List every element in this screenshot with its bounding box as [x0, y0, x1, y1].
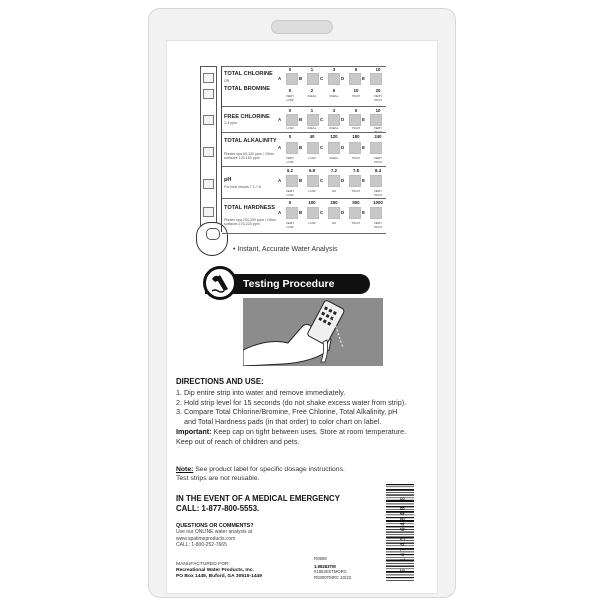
pad-letter: D	[341, 145, 345, 150]
questions-line: Use our ONLINE water analysis at	[176, 529, 253, 536]
range-tag: OK	[331, 221, 337, 225]
color-pad	[370, 114, 382, 126]
direction-step: 1. Dip entire strip into water and remove immediately.	[176, 387, 346, 397]
questions-phone: CALL: 1-800-252-7665	[176, 542, 227, 549]
chart-row-free-chlorine	[222, 106, 386, 133]
pad-letter: E	[362, 178, 365, 183]
pad-letter: B	[299, 178, 303, 183]
emergency-line: IN THE EVENT OF A MEDICAL EMERGENCY	[176, 494, 340, 503]
pad-letter: A	[278, 117, 282, 122]
note-line-2: Test strips are not reusable.	[176, 475, 260, 482]
value-label: 3	[332, 67, 336, 72]
range-tag: VERY LOW	[285, 94, 295, 102]
color-pads	[278, 114, 386, 126]
row-values	[282, 67, 386, 72]
color-pad	[328, 207, 340, 219]
code-line: R0300TMRC 10/22	[314, 574, 352, 580]
value-label: 10	[375, 108, 381, 113]
pad-letter: B	[299, 210, 303, 215]
questions-heading: QUESTIONS OR COMMENTS?	[176, 523, 254, 529]
thumbnail-illustration	[206, 228, 220, 240]
row-subtitle: Plaster spa 200-250 ppm / Other surfaces 175-225 ppm	[224, 218, 277, 226]
tagline: • Instant, Accurate Water Analysis	[233, 246, 338, 253]
color-pad	[370, 142, 382, 154]
note-line	[176, 465, 434, 474]
value-label: 10	[353, 88, 359, 93]
row-tags	[282, 94, 386, 102]
value-label: 20	[375, 88, 381, 93]
emergency-section	[176, 494, 340, 514]
important-text: Keep cap on tight between uses. Store at room temperature.	[211, 426, 407, 436]
row-title: TOTAL ALKALINITY	[224, 138, 277, 144]
strip-pad	[203, 147, 214, 157]
color-pad	[328, 73, 340, 85]
procedure-title: Testing Procedure	[243, 278, 335, 290]
test-strip	[200, 66, 217, 232]
pad-letter: A	[278, 210, 282, 215]
pad-letter: E	[362, 76, 365, 81]
range-tag: VERY LOW	[285, 221, 295, 229]
chart-row-total-alkalinity	[222, 132, 386, 167]
color-pad	[286, 207, 298, 219]
chart-row-chlorine-bromine	[222, 66, 386, 107]
color-pad	[370, 175, 382, 187]
pad-letter: E	[362, 145, 365, 150]
color-pad	[307, 207, 319, 219]
row-title: TOTAL HARDNESS	[224, 205, 275, 211]
procedure-illustration	[243, 298, 383, 366]
color-pad	[349, 207, 361, 219]
pad-letter: C	[320, 145, 324, 150]
color-pad	[328, 175, 340, 187]
range-tag: LOW	[308, 156, 316, 160]
note-label: Note:	[176, 466, 194, 473]
value-label: 0	[288, 67, 292, 72]
color-pad	[286, 73, 298, 85]
range-tag: OK	[331, 189, 337, 193]
range-tag: VERY HIGH	[373, 221, 383, 229]
color-pad	[370, 207, 382, 219]
color-pads	[278, 142, 386, 154]
color-pad	[328, 142, 340, 154]
water-drop-icon	[203, 266, 237, 300]
directions-section	[176, 377, 434, 447]
pad-letter: C	[320, 178, 324, 183]
code-line: 1.98283TM	[314, 563, 336, 569]
manufacturer-label: MANUFACTURED FOR:	[176, 562, 230, 567]
pad-letter: B	[299, 117, 303, 122]
important-label: Important:	[176, 426, 212, 436]
color-pad	[286, 114, 298, 126]
important-line-2: Keep out of reach of children and pets.	[176, 436, 300, 446]
color-pad	[307, 114, 319, 126]
row-values	[282, 168, 386, 173]
row-or-label: OR	[224, 79, 230, 83]
color-pad	[349, 114, 361, 126]
barcode-number: 0 14746 64848 8	[399, 495, 407, 572]
code-line: #18630STMORC	[314, 569, 347, 575]
note-section	[176, 465, 434, 483]
range-tag: HIGH	[352, 221, 360, 225]
row-title: FREE CHLORINE	[224, 114, 270, 120]
value-label: 500	[352, 200, 360, 205]
row-title: pH	[224, 177, 232, 183]
pad-letter: C	[320, 117, 324, 122]
hang-hole	[271, 20, 333, 34]
color-pad	[307, 142, 319, 154]
value-label: 5	[354, 67, 358, 72]
range-tag: LOW	[308, 189, 316, 193]
range-tag: HIGH	[352, 156, 360, 160]
range-tag: VERY LOW	[285, 189, 295, 197]
color-pads	[278, 175, 386, 187]
row-values-2	[282, 88, 386, 93]
value-label: 1	[310, 67, 314, 72]
questions-section	[176, 523, 254, 549]
important-line	[176, 427, 434, 437]
value-label: 7.8	[353, 168, 359, 173]
color-pad	[370, 73, 382, 85]
value-label: 240	[374, 134, 382, 139]
pad-letter: A	[278, 76, 282, 81]
range-tag: VERY HIGH	[373, 156, 383, 164]
strip-pad	[203, 89, 214, 99]
strip-pad	[203, 179, 214, 189]
value-label: 7.2	[331, 168, 337, 173]
row-tags	[282, 189, 386, 197]
pad-letter: D	[341, 210, 345, 215]
row-tags	[282, 221, 386, 229]
chart-row-total-hardness	[222, 198, 386, 234]
color-pad	[286, 142, 298, 154]
direction-step: 2. Hold strip level for 15 seconds (do not shake excess water from strip).	[176, 397, 407, 407]
strip-pad	[203, 115, 214, 125]
row-title-2: TOTAL BROMINE	[224, 86, 270, 92]
range-tag: VERY HIGH	[373, 189, 383, 197]
row-tags	[282, 156, 386, 164]
chart-row-ph	[222, 166, 386, 199]
pad-letter: A	[278, 145, 282, 150]
color-pad	[307, 73, 319, 85]
row-subtitle: Plaster spa 80-120 ppm / Other surfaces 125-150 ppm	[224, 152, 275, 160]
value-label: 40	[309, 134, 315, 139]
value-label: 6	[332, 88, 336, 93]
row-values	[282, 108, 386, 113]
value-label: 250	[330, 200, 338, 205]
manufacturer-name: Recreational Water Products, Inc.	[176, 568, 254, 574]
color-pad	[328, 114, 340, 126]
range-tag: HIGH	[352, 189, 360, 193]
pad-letter: E	[362, 210, 365, 215]
range-tag: IDEAL	[329, 126, 339, 130]
value-label: 0	[288, 134, 292, 139]
pad-letter: D	[341, 117, 345, 122]
row-values	[282, 200, 386, 205]
color-pad	[349, 142, 361, 154]
value-label: 180	[352, 134, 360, 139]
value-label: 5	[354, 108, 358, 113]
color-pad	[349, 175, 361, 187]
range-tag: IDEAL	[329, 156, 339, 160]
range-tag: IDEAL	[307, 94, 317, 98]
color-pad	[307, 175, 319, 187]
direction-step-continued: and Total Hardness pads (in that order) to color chart on label.	[184, 417, 382, 427]
strip-pad	[203, 207, 214, 217]
direction-step: 3. Compare Total Chlorine/Bromine, Free Chlorine, Total Alkalinity, pH	[176, 407, 398, 417]
manufacturer-address: PO Box 1449, Buford, GA 30515-1449	[176, 574, 262, 580]
range-tag: IDEAL	[329, 94, 339, 98]
website-link: www.spatimeproducts.com	[176, 535, 236, 542]
value-label: 2	[310, 88, 314, 93]
range-tag: IDEAL	[307, 126, 317, 130]
value-label: 0	[288, 108, 292, 113]
pad-letter: A	[278, 178, 282, 183]
range-tag: HIGH	[352, 126, 360, 130]
value-label: 0	[288, 200, 292, 205]
row-subtitle: 1-3 ppm	[224, 121, 238, 125]
value-label: 3	[332, 108, 336, 113]
color-pads	[278, 73, 386, 85]
pad-letter: B	[299, 145, 303, 150]
range-tag: VERY LOW	[285, 156, 295, 164]
pad-letter: D	[341, 178, 345, 183]
range-tag: LOW	[286, 126, 294, 130]
manufacturer-section	[176, 562, 262, 581]
note-text: See product label for specific dosage instructions.	[193, 466, 345, 473]
value-label: 120	[330, 134, 338, 139]
row-values	[282, 134, 386, 139]
range-tag: HIGH	[352, 94, 360, 98]
color-pads	[278, 207, 386, 219]
value-label: 1000	[373, 200, 383, 205]
product-codes	[314, 556, 351, 580]
value-label: 10	[375, 67, 381, 72]
directions-heading: DIRECTIONS AND USE:	[176, 377, 264, 386]
range-tag: VERY HIGH	[373, 94, 383, 102]
code-line: R0808	[314, 556, 327, 561]
range-tag: VERY HIGH	[373, 126, 383, 134]
pad-letter: E	[362, 117, 365, 122]
pad-letter: C	[320, 76, 324, 81]
row-title: TOTAL CHLORINE	[224, 71, 273, 77]
emergency-phone: CALL: 1-877-800-5553.	[176, 504, 260, 513]
pad-letter: D	[341, 76, 345, 81]
pad-letter: C	[320, 210, 324, 215]
color-pad	[349, 73, 361, 85]
value-label: 1	[310, 108, 314, 113]
color-pad	[286, 175, 298, 187]
color-chart	[221, 66, 386, 232]
pad-letter: B	[299, 76, 303, 81]
value-label: 100	[308, 200, 316, 205]
strip-pad	[203, 73, 214, 83]
range-tag: LOW	[308, 221, 316, 225]
value-label: 8.4	[375, 168, 381, 173]
row-subtitle: For best results 7.2-7.8	[224, 185, 261, 189]
value-label: 6.8	[309, 168, 315, 173]
value-label: 6.2	[287, 168, 293, 173]
value-label: 0	[288, 88, 292, 93]
